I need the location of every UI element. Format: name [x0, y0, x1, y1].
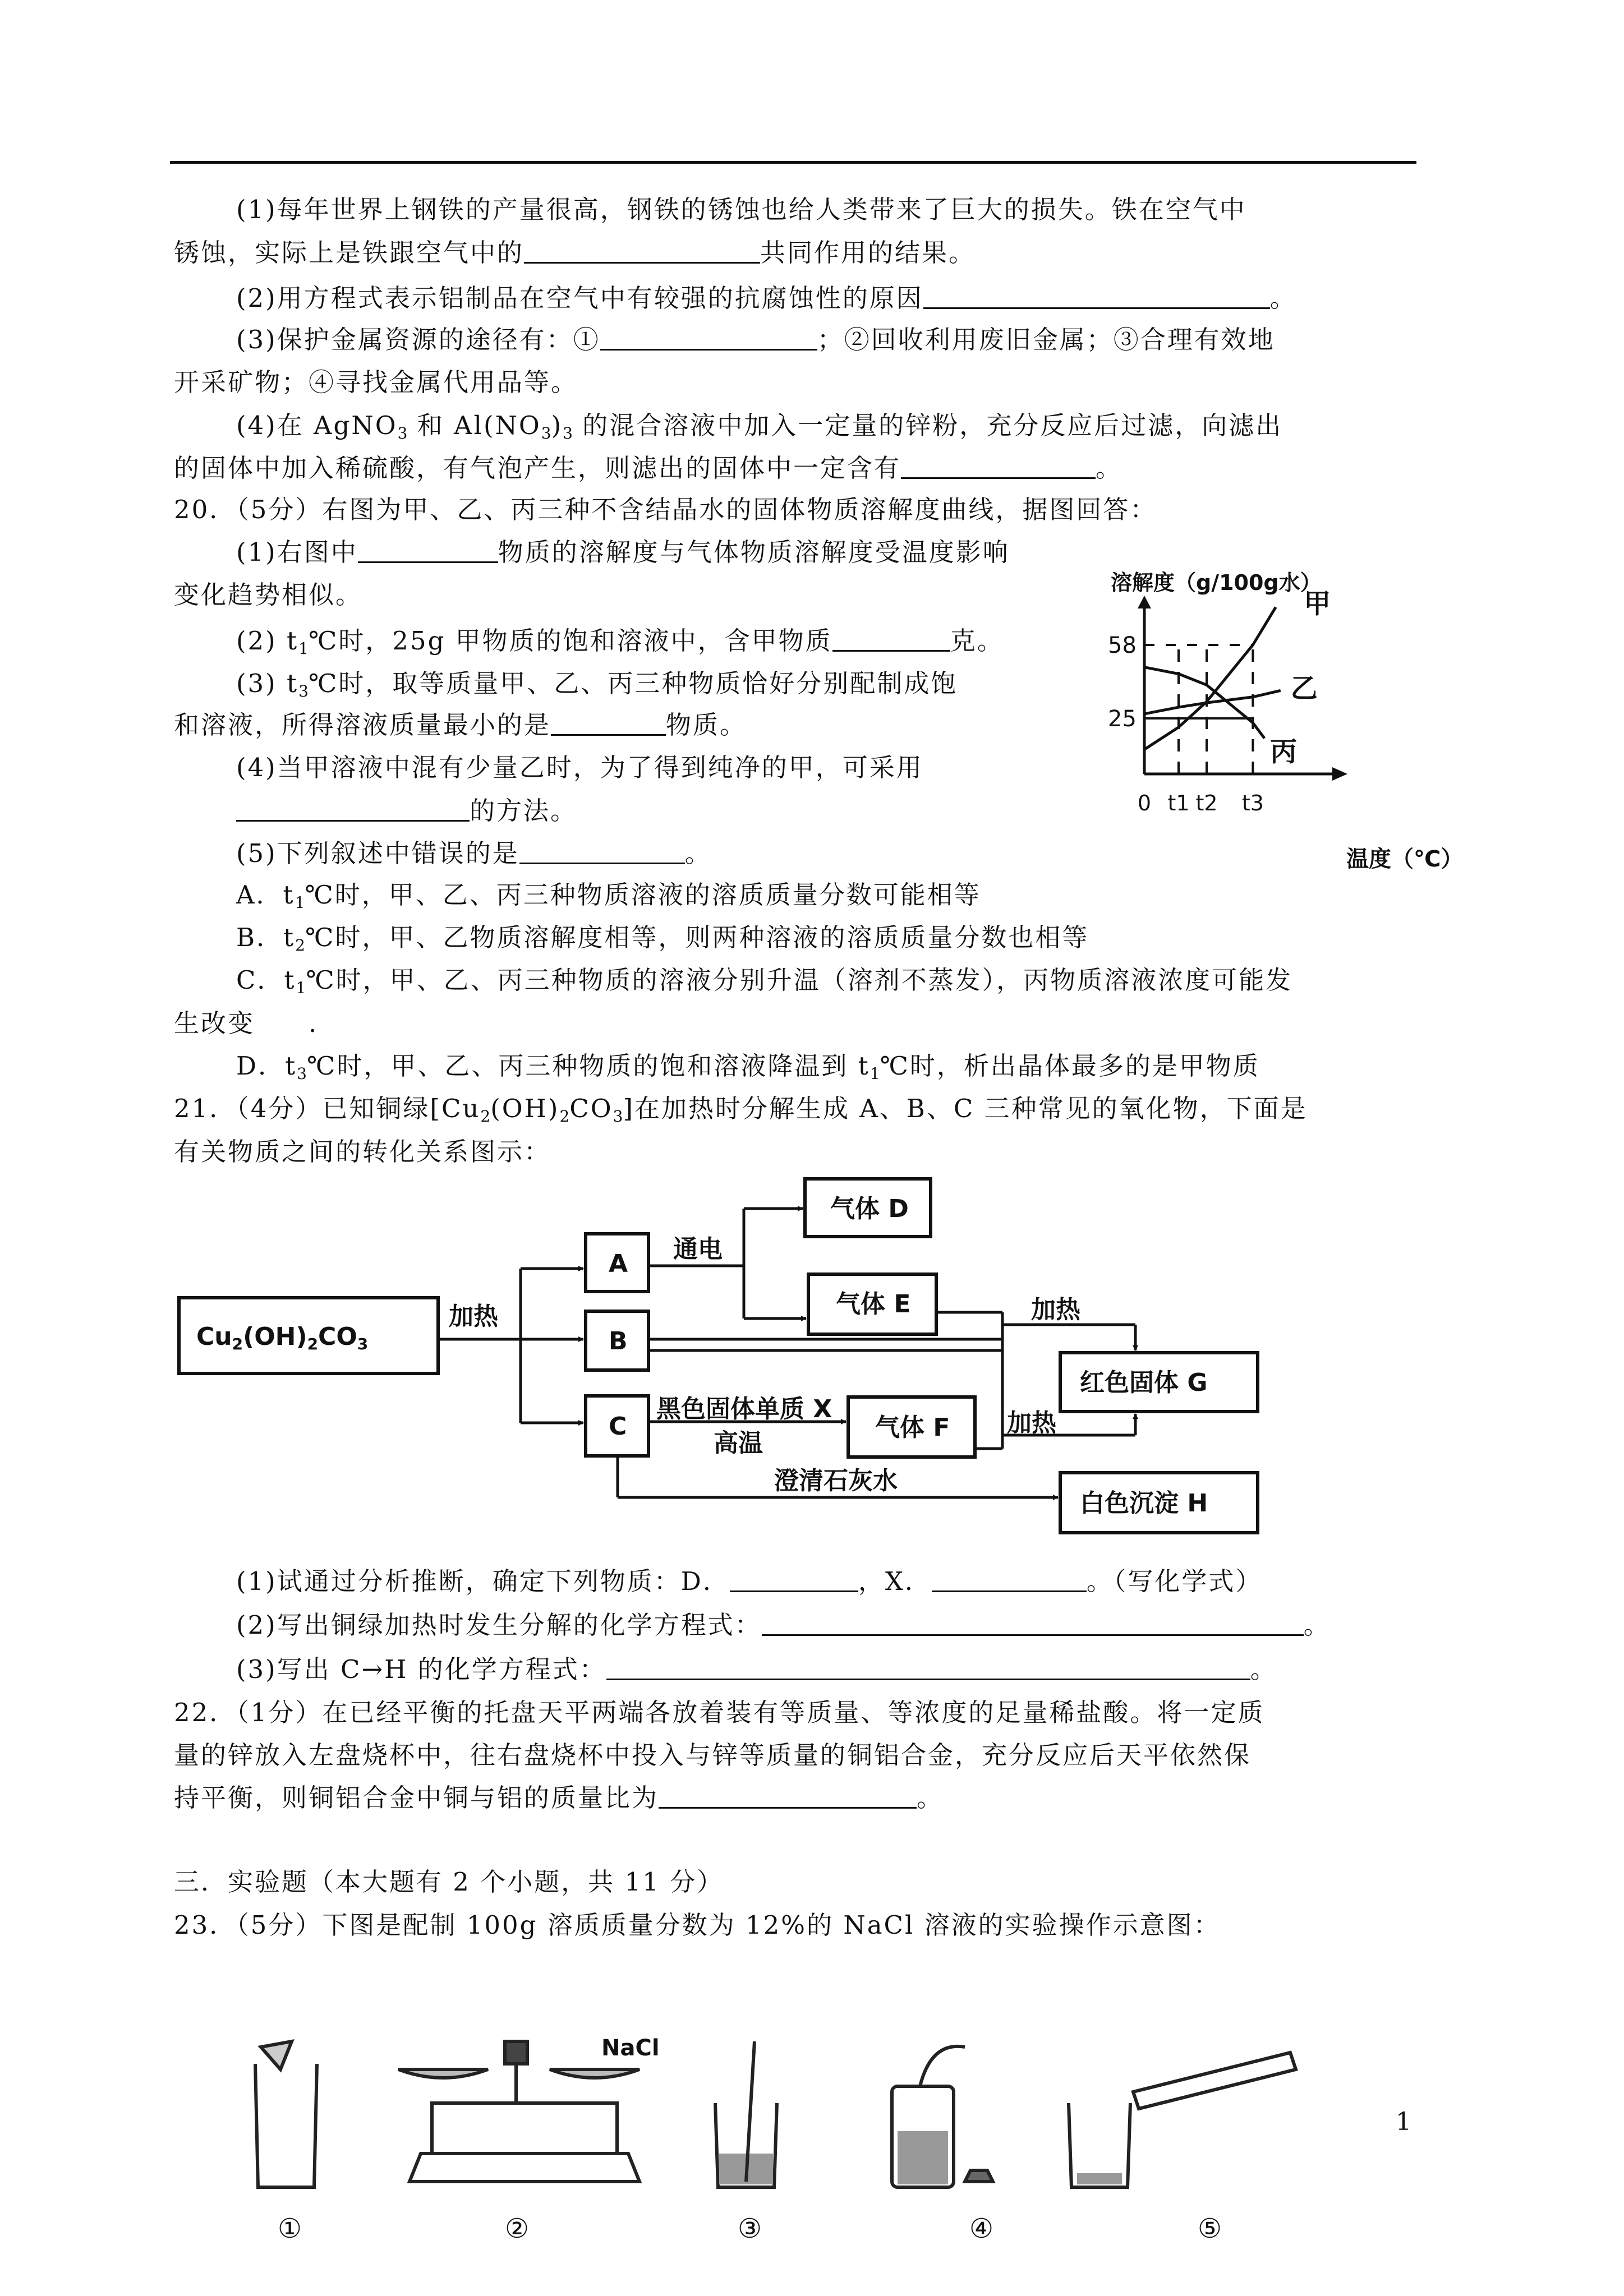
- text-segment: (2)写出铜绿加热时发生分解的化学方程式：: [236, 1610, 762, 1640]
- text-segment: (5)下列叙述中错误的是: [236, 838, 519, 868]
- subscript: 1: [869, 1064, 880, 1083]
- text-segment: B．t: [236, 922, 296, 952]
- subscript: 3: [541, 423, 551, 442]
- text-line: [174, 1782, 944, 1814]
- text-segment: 克。: [950, 625, 1004, 656]
- text-segment: 。: [917, 1783, 944, 1813]
- subscript: 3: [563, 423, 573, 442]
- text-segment: 23．（5分）下图是配制 100g 溶质质量分数为 12%的 NaCl 溶液的实验操作示意图：: [174, 1910, 1221, 1940]
- text-segment: 。: [684, 838, 712, 868]
- text-line: [174, 1866, 724, 1898]
- subscript: 1: [295, 893, 305, 912]
- step-2-label: ②: [505, 2213, 530, 2244]
- text-segment: (3)写出 C→H 的化学方程式：: [236, 1654, 606, 1685]
- balance-scale-icon: [398, 2041, 640, 2182]
- text-segment: 变化趋势相似。: [174, 580, 363, 610]
- text-segment: ℃时，甲、乙、丙三种物质的溶液分别升温（溶剂不蒸发），丙物质溶液浓度可能发: [306, 965, 1293, 995]
- step-1-label: ①: [278, 2213, 302, 2244]
- page-number: 1: [1396, 2108, 1411, 2136]
- subscript: 3: [297, 1064, 307, 1083]
- text-segment: 有关物质之间的转化关系图示：: [174, 1136, 551, 1167]
- text-segment: 开采矿物；④寻找金属代用品等。: [174, 367, 578, 398]
- text-segment: (2) t: [236, 625, 299, 656]
- text-segment: ℃时，取等质量甲、乙、丙三种物质恰好分别配制成饱: [308, 668, 958, 699]
- subscript: 2: [480, 1107, 491, 1126]
- y-tick-label: 25: [1108, 706, 1137, 732]
- experiment-apparatus: [0, 2019, 1624, 2296]
- text-line: [236, 1654, 1277, 1685]
- text-segment: ℃时，25g 甲物质的饱和溶液中，含甲物质: [308, 625, 832, 656]
- text-segment: 。: [1096, 453, 1123, 483]
- text-line: [174, 1740, 1251, 1771]
- answer-blank[interactable]: [659, 1785, 917, 1809]
- chart-xlabel: 温度（℃）: [1346, 846, 1464, 872]
- label-electrolysis: 通电: [673, 1235, 723, 1264]
- text-segment: 生改变 .: [174, 1008, 319, 1038]
- label-high-temperature: 高温: [714, 1429, 763, 1458]
- step-5-label: ⑤: [1198, 2213, 1222, 2244]
- subscript: 1: [296, 979, 306, 998]
- answer-blank[interactable]: [606, 1656, 1250, 1680]
- subscript: 2: [295, 935, 305, 955]
- text-segment: 。（写化学式）: [1086, 1566, 1263, 1596]
- text-segment: (4)在 AgNO: [236, 410, 398, 440]
- subscript: 1: [298, 639, 309, 658]
- beaker-pouring-icon: [255, 2041, 317, 2187]
- text-segment: 。: [1303, 1610, 1331, 1640]
- text-segment: 三．实验题（本大题有 2 个小题，共 11 分）: [174, 1867, 724, 1897]
- text-segment: 量的锌放入左盘烧杯中，往右盘烧杯中投入与锌等质量的铜铝合金，充分反应后天平依然保: [174, 1740, 1252, 1771]
- label-red-solid-g: 红色固体 G: [1080, 1368, 1208, 1397]
- text-segment: 锈蚀，实际上是铁跟空气中的: [174, 237, 525, 268]
- diagram-arrows: [438, 1209, 1135, 1497]
- answer-blank[interactable]: [762, 1612, 1304, 1636]
- step-4-label: ④: [969, 2213, 994, 2244]
- text-segment: 的混合溶液中加入一定量的锌粉，充分反应后过滤，向滤出: [573, 410, 1283, 440]
- answer-blank[interactable]: [730, 1568, 858, 1592]
- text-segment: ℃时，甲、乙物质溶解度相等，则两种溶液的溶质质量分数也相等: [305, 922, 1089, 952]
- text-segment: 的固体中加入稀硫酸，有气泡产生，则滤出的固体中一定含有: [174, 453, 901, 483]
- text-segment: 共同作用的结果。: [760, 237, 976, 268]
- text-segment: ℃时，甲、乙、丙三种物质溶液的溶质质量分数可能相等: [305, 879, 981, 910]
- label-gas-e: 气体 E: [836, 1290, 911, 1318]
- label-c: C: [609, 1412, 627, 1441]
- text-segment: 21．（4分）已知铜绿[Cu: [174, 1094, 481, 1124]
- text-segment: 22．（1分）在已经平衡的托盘天平两端各放着装有等质量、等浓度的足量稀盐酸。将一定质: [174, 1697, 1265, 1727]
- label-heat-2: 加热: [1031, 1295, 1080, 1324]
- text-segment: (OH): [490, 1094, 560, 1124]
- label-limewater: 澄清石灰水: [774, 1467, 898, 1495]
- beaker-stirring-icon: [715, 2041, 777, 2187]
- label-white-precipitate-h: 白色沉淀 H: [1080, 1489, 1208, 1518]
- text-segment: 物质的溶解度与气体物质溶解度受温度影响: [498, 537, 1010, 567]
- y-tick-label: 58: [1108, 633, 1137, 658]
- label-b: B: [609, 1327, 628, 1356]
- text-segment: ℃时，甲、乙、丙三种物质的饱和溶液降温到 t: [307, 1050, 870, 1081]
- label-black-solid-x: 黑色固体单质 X: [656, 1395, 832, 1423]
- subscript: 3: [397, 423, 408, 442]
- text-segment: (2)用方程式表示铝制品在空气中有较强的抗腐蚀性的原因: [236, 283, 923, 313]
- text-segment: (3)保护金属资源的途径有：①: [236, 324, 600, 354]
- x-tick-label: t2: [1195, 791, 1218, 815]
- text-segment: 和溶液，所得溶液质量最小的是: [174, 709, 551, 740]
- text-segment: A．t: [236, 879, 295, 910]
- text-segment: ，X．: [858, 1566, 932, 1596]
- label-gas-f: 气体 F: [875, 1413, 950, 1442]
- text-line: [174, 1910, 1221, 1941]
- text-segment: 20．（5分）右图为甲、乙、丙三种不含结晶水的固体物质溶解度曲线，据图回答：: [174, 494, 1157, 524]
- text-segment: D．t: [236, 1050, 297, 1081]
- text-segment: 的方法。: [470, 795, 578, 826]
- text-segment: (1)每年世界上钢铁的产量很高，钢铁的锈蚀也给人类带来了巨大的损失。铁在空气中: [236, 195, 1246, 225]
- text-segment: ]在加热时分解生成 A、B、C 三种常见的氧化物，下面是: [623, 1094, 1308, 1124]
- label-a: A: [609, 1250, 628, 1278]
- text-segment: (1)右图中: [236, 537, 358, 567]
- chart-ylabel: 溶解度（g/100g水）: [1111, 570, 1322, 595]
- text-segment: ；②回收利用废旧金属；③合理有效地: [817, 324, 1275, 354]
- x-tick-label: t3: [1241, 791, 1264, 815]
- text-segment: C．t: [236, 965, 296, 995]
- text-segment: CO: [569, 1094, 613, 1124]
- text-segment: (4)当甲溶液中混有少量乙时，为了得到纯净的甲，可采用: [236, 753, 923, 783]
- text-segment: ℃时，析出晶体最多的是甲物质: [880, 1050, 1260, 1081]
- nacl-label: NaCl: [601, 2035, 660, 2061]
- text-line: [236, 1610, 1331, 1641]
- series-label: 丙: [1270, 736, 1298, 768]
- subscript: 3: [613, 1107, 623, 1126]
- reagent-bottle-icon: [892, 2046, 993, 2187]
- text-segment: (1)试通过分析推断，确定下列物质：D．: [236, 1566, 730, 1596]
- text-segment: 持平衡，则铜铝合金中铜与铝的质量比为: [174, 1783, 659, 1813]
- x-tick-label: t1: [1167, 791, 1190, 815]
- cylinder-pouring-icon: [1069, 2053, 1296, 2187]
- answer-blank[interactable]: [932, 1568, 1087, 1592]
- text-segment: 。: [1269, 283, 1297, 313]
- label-heat-3: 加热: [1007, 1409, 1056, 1437]
- text-segment: ): [551, 410, 563, 440]
- series-label: 乙: [1290, 672, 1318, 704]
- label-heat-1: 加热: [449, 1302, 498, 1331]
- subscript: 3: [298, 682, 309, 701]
- x-tick-label: 0: [1137, 791, 1152, 815]
- series-label: 甲: [1304, 588, 1331, 620]
- text-segment: 。: [1250, 1654, 1277, 1685]
- text-segment: 物质。: [666, 709, 747, 740]
- label-gas-d: 气体 D: [830, 1195, 909, 1223]
- step-3-label: ③: [738, 2213, 762, 2244]
- text-segment: 和 Al(NO: [407, 410, 541, 440]
- subscript: 2: [559, 1107, 570, 1126]
- text-line: [174, 1697, 1264, 1728]
- label-copper-carbonate: Cu2(OH)2CO3: [196, 1322, 369, 1353]
- text-segment: (3) t: [236, 668, 299, 699]
